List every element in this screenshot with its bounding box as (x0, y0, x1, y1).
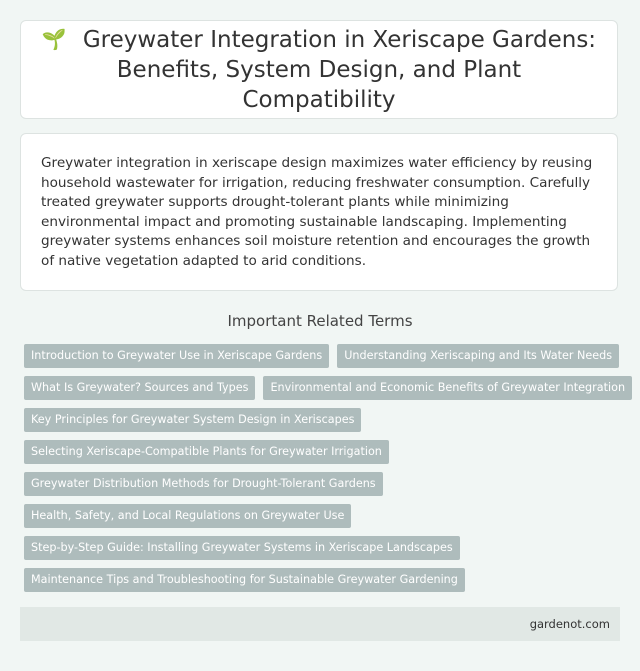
tag-row (24, 376, 624, 400)
tag-row (24, 344, 624, 368)
related-term-tag[interactable]: Key Principles for Greywater System Design in Xeriscapes (24, 408, 361, 432)
seedling-icon: 🌱 (41, 27, 67, 51)
tag-row (24, 440, 624, 464)
related-term-tag[interactable]: Selecting Xeriscape-Compatible Plants for Greywater Irrigation (24, 440, 389, 464)
tag-row (24, 408, 624, 432)
footer-site-link[interactable]: gardenot.com (529, 617, 610, 631)
related-term-tag[interactable]: Health, Safety, and Local Regulations on Greywater Use (24, 504, 351, 528)
footer (20, 607, 620, 641)
related-term-tag[interactable]: Introduction to Greywater Use in Xeriscape Gardens (24, 344, 329, 368)
related-terms-list (24, 344, 624, 600)
related-term-tag[interactable]: Step-by-Step Guide: Installing Greywater Systems in Xeriscape Landscapes (24, 536, 460, 560)
page-title-text: Greywater Integration in Xeriscape Gardens: Benefits, System Design, and Plant Compatibility (82, 27, 597, 113)
tag-row (24, 472, 624, 496)
tag-row (24, 536, 624, 560)
summary-card (20, 133, 618, 291)
page-title (41, 24, 597, 115)
related-term-tag[interactable]: Understanding Xeriscaping and Its Water Needs (337, 344, 619, 368)
title-card (20, 20, 618, 119)
related-term-tag[interactable]: Greywater Distribution Methods for Drought-Tolerant Gardens (24, 472, 383, 496)
related-terms-heading: Important Related Terms (227, 312, 413, 330)
related-term-tag[interactable]: Environmental and Economic Benefits of Greywater Integration (263, 376, 632, 400)
related-term-tag[interactable]: What Is Greywater? Sources and Types (24, 376, 255, 400)
summary-text: Greywater integration in xeriscape design maximizes water efficiency by reusing household wastewater for irrigation, reducing freshwater consumption. Carefully treated greywater supports drought-tolerant plants while minimizing environmental impact and promoting sustainable landscaping. Implementing greywater systems enhances soil moisture retention and encourages the growth of native vegetation adapted to arid conditions. (41, 155, 593, 269)
related-term-tag[interactable]: Maintenance Tips and Troubleshooting for Sustainable Greywater Gardening (24, 568, 465, 592)
tag-row (24, 568, 624, 592)
tag-row (24, 504, 624, 528)
